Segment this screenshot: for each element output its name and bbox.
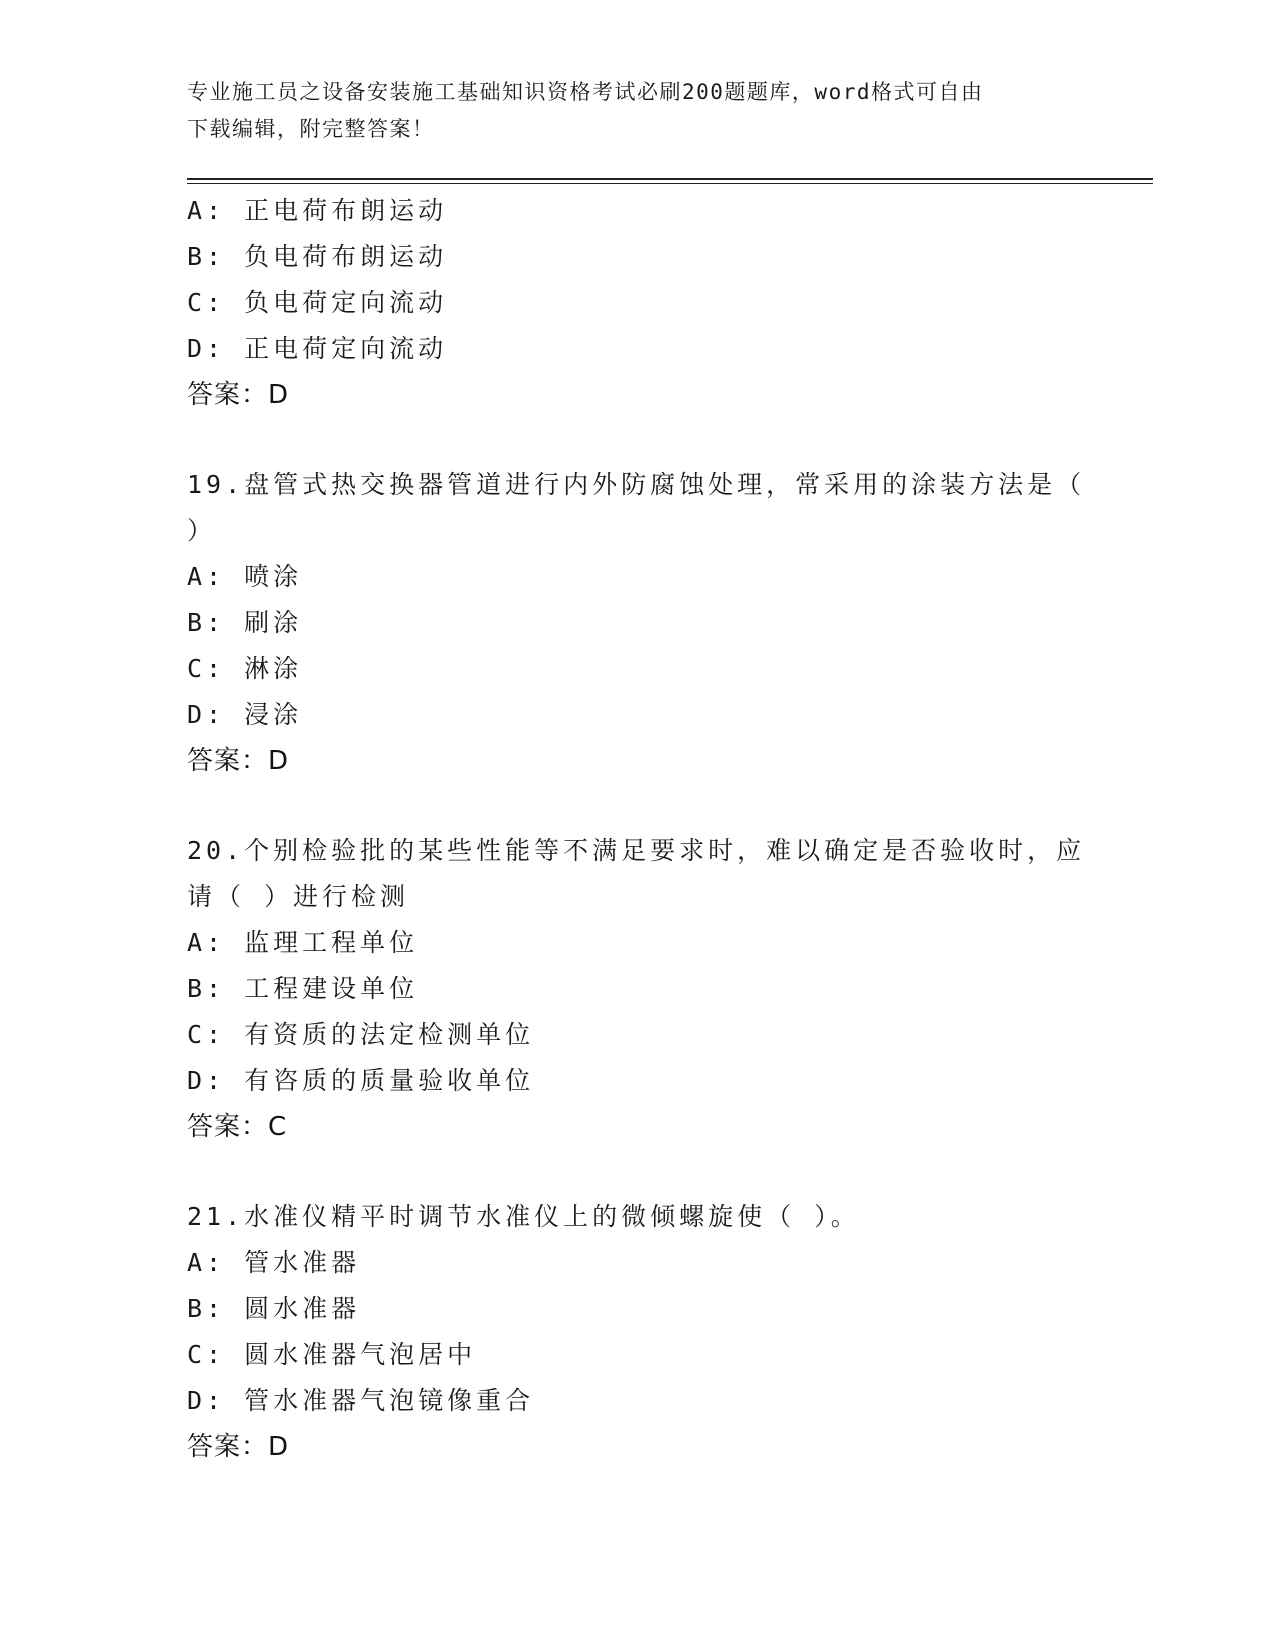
question-21 [187,1194,1087,1470]
question-stem-continued: ） [187,516,217,545]
spacer [187,1150,1087,1194]
option-a: A: 监理工程单位 [187,928,419,957]
header-line-2: 下载编辑，附完整答案！ [187,117,435,141]
option-b: B: 刷涂 [187,608,303,637]
question-19 [187,462,1087,784]
option-d: D: 有咨质的质量验收单位 [187,1066,535,1095]
option-b: B: 工程建设单位 [187,974,419,1003]
option-c: C: 圆水准器气泡居中 [187,1340,477,1369]
option-b: B: 圆水准器 [187,1294,361,1323]
question-stem-continued: 请（ ）进行检测 [187,882,410,911]
option-d: D: 正电荷定向流动 [187,334,448,363]
answer-line: 答案：D [187,746,290,776]
answer-line: 答案：D [187,1432,290,1462]
document-header [187,74,1077,148]
option-c: C: 有资质的法定检测单位 [187,1020,535,1049]
answer-line: 答案：C [187,1112,288,1142]
spacer [187,784,1087,828]
question-stem: 20.个别检验批的某些性能等不满足要求时，难以确定是否验收时，应 [187,836,1086,865]
option-a: A: 正电荷布朗运动 [187,196,448,225]
header-line-1: 专业施工员之设备安装施工基础知识资格考试必刷200题题库，word格式可自由 [187,80,984,104]
option-c: C: 淋涂 [187,654,303,683]
answer-line: 答案：D [187,380,290,410]
option-b: B: 负电荷布朗运动 [187,242,448,271]
question-18 [187,188,1087,418]
spacer [187,418,1087,462]
option-d: D: 浸涂 [187,700,303,729]
question-list [187,188,1087,1470]
option-a: A: 喷涂 [187,562,303,591]
option-a: A: 管水准器 [187,1248,361,1277]
question-20 [187,828,1087,1150]
question-stem: 21.水准仪精平时调节水准仪上的微倾螺旋使（ ）。 [187,1202,860,1231]
option-d: D: 管水准器气泡镜像重合 [187,1386,535,1415]
question-stem: 19.盘管式热交换器管道进行内外防腐蚀处理，常采用的涂装方法是（ [187,470,1086,499]
option-c: C: 负电荷定向流动 [187,288,448,317]
header-divider-thin [187,183,1153,184]
header-divider-thick [187,178,1153,180]
